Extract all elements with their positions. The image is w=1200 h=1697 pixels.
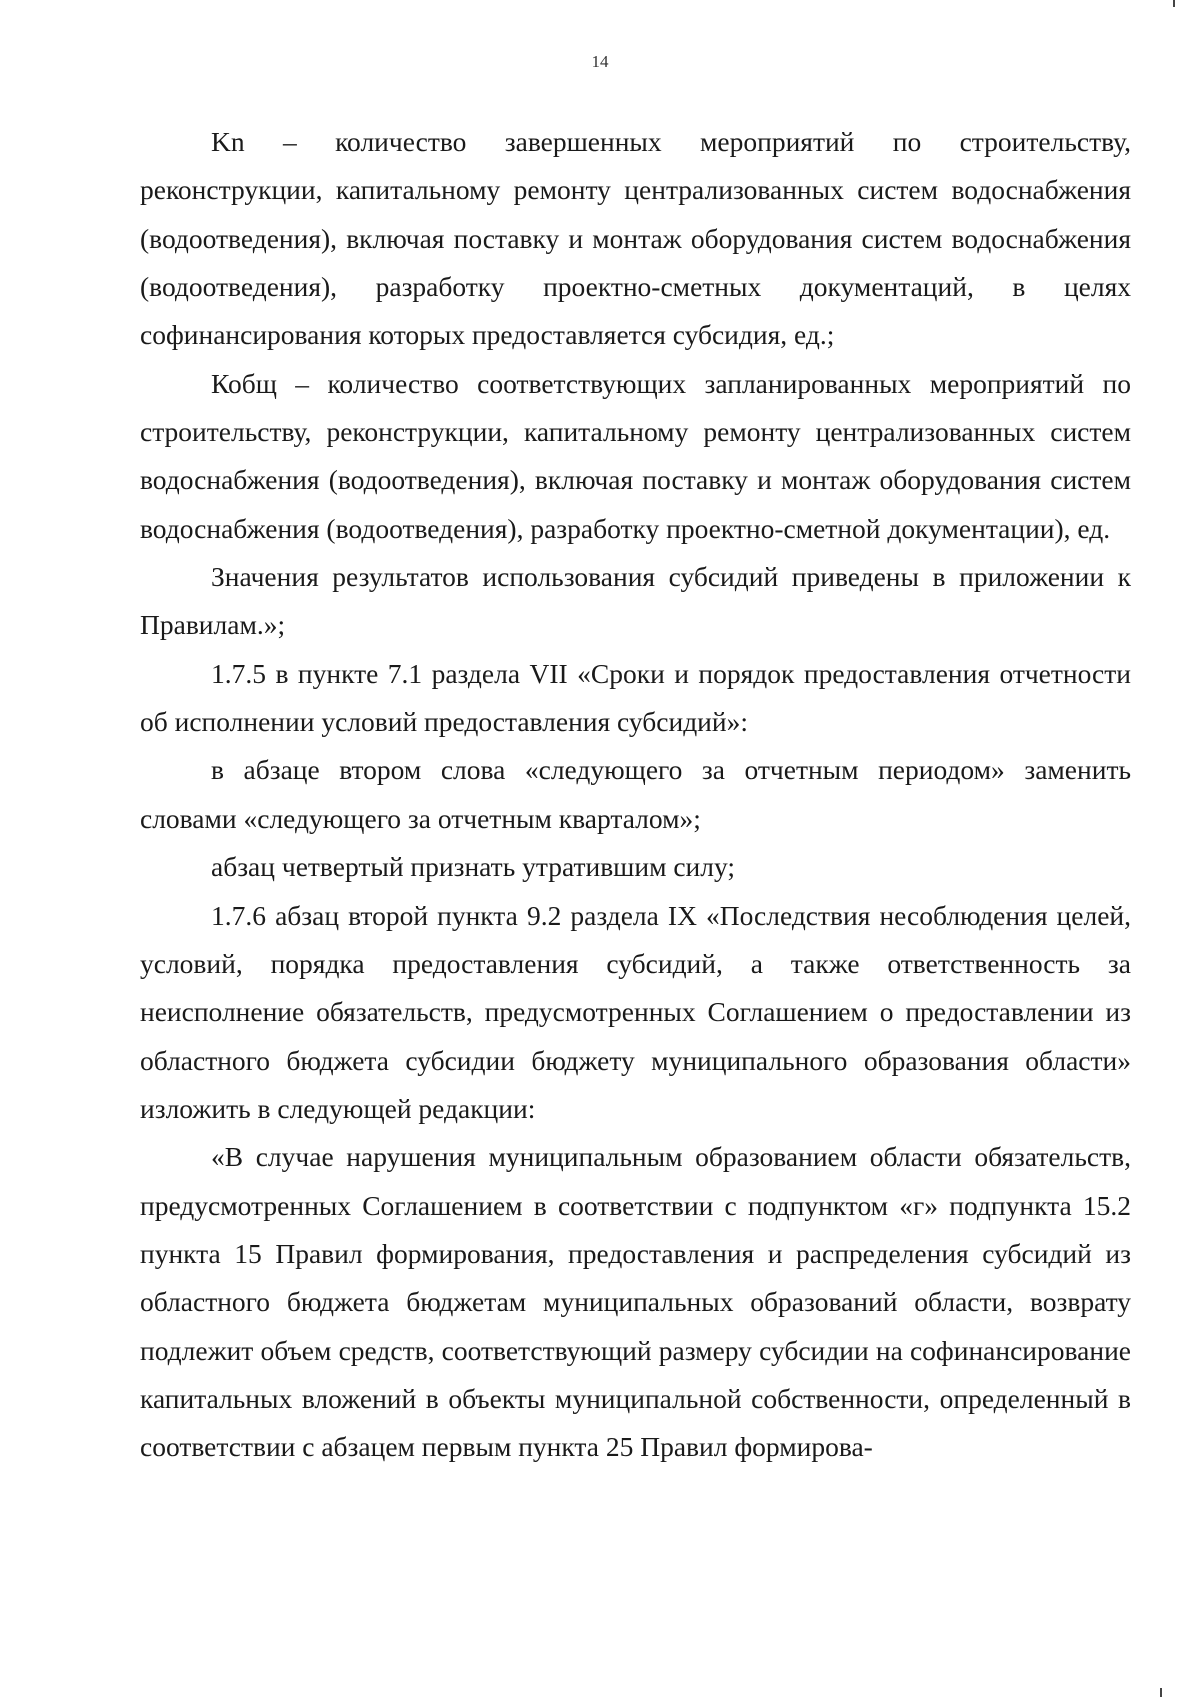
paragraph-second-abzac-change: в абзаце втором слова «следующего за отчетным периодом» заменить словами «следующего за отчетным кварталом»; [140,754,1131,834]
paragraph-new-wording: «В случае нарушения муниципальным образованием области обязательств, предусмотренных Соглашением в соответствии с подпунктом «г» подпункта 15.2 пункта 15 Правил формирования, предоставления и распределения субсидий из областного бюджета бюджетам муниципальных образований области, возврату подлежит объем средств, соответствующий размеру субсидии на софинансирование капитальных вложений в объекты муниципальной собственности, определенный в соответствии с абзацем первым пункта 25 Правил формирова- [140,1141,1131,1463]
paragraph-fourth-abzac-void: абзац четвертый признать утратившим силу; [211,851,736,883]
paragraph-item-1-7-6: 1.7.6 абзац второй пункта 9.2 раздела IX «Последствия несоблюдения целей, условий, порядка предоставления субсидий, а также ответственность за неисполнение обязательств, предусмотренных Соглашением о предоставлении из областного бюджета субсидии бюджету муниципального образования области» изложить в следующей редакции: [140,899,1131,1124]
document-body [140,118,1131,1472]
paragraph-kn-definition: Kn – количество завершенных мероприятий по строительству, реконструкции, капитальному ремонту централизованных систем водоснабжения (водоотведения), включая поставку и монтаж оборудования систем водоснабжения (водоотведения), разработку проектно-сметных документаций, в целях софинансирования которых предоставляется субсидия, ед.; [140,126,1131,351]
paragraph-results-values: Значения результатов использования субсидий приведены в приложении к Правилам.»; [140,561,1131,641]
scan-artifact-top-right [1173,0,1175,7]
scan-artifact-bottom-right [1160,1688,1162,1697]
paragraph-item-1-7-5: 1.7.5 в пункте 7.1 раздела VII «Сроки и порядок предоставления отчетности об исполнении условий предоставления субсидий»: [140,657,1131,738]
page-number: 14 [591,52,609,71]
paragraph-kobshch-definition: Кобщ – количество соответствующих запланированных мероприятий по строительству, реконструкции, капитальному ремонту централизованных систем водоснабжения (водоотведения), включая поставку и монтаж оборудования систем водоснабжения (водоотведения), разработку проектно-сметной документации), ед. [140,367,1131,544]
